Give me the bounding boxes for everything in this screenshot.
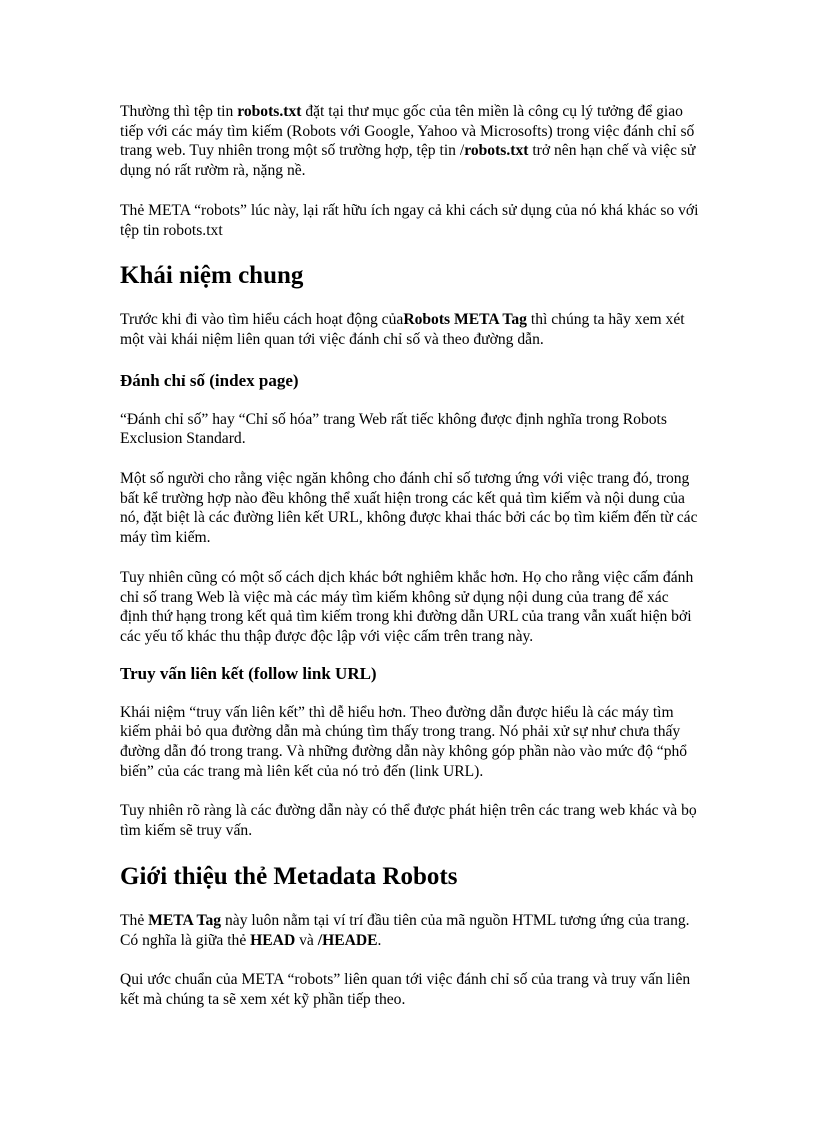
text-run: thì chúng ta hãy xem xét một vài khái niệm liên quan tới việc đánh chỉ số và theo đường dẫn.: [120, 311, 685, 348]
text-run: và: [295, 931, 318, 949]
text-run: trở nên hạn chế và việc sử dụng nó rất rườm rà, nặng nề.: [120, 142, 696, 180]
bold-text-heade: /HEADE: [317, 931, 378, 949]
paragraph-meta-robots: Thẻ META “robots” lúc này, lại rất hữu ích ngay cả khi cách sử dụng của nó khá khác so với tệp tin robots.txt: [120, 201, 699, 239]
text-run: Thường thì tệp tin: [120, 103, 238, 120]
bold-text-robots-txt: robots.txt: [464, 142, 529, 160]
heading-gioi-thieu-metadata-robots: Giới thiệu thẻ Metadata Robots: [120, 862, 458, 890]
paragraph-index-lenient: Tuy nhiên cũng có một số cách dịch khác bớt nghiêm khắc hơn. Họ cho rằng việc cấm đánh chỉ số trang Web là việc mà các máy tìm kiếm không sử dụng nội dung của trang để xác định thứ hạng trong kết quả tìm kiếm trong khi đường dẫn URL của trang vẫn xuất hiện bởi các yếu tố khác thu thập được độc lập với việc cấm trên trang này.: [120, 568, 694, 645]
text-run: Thẻ: [120, 911, 149, 929]
paragraph-intro-robots-txt: [120, 102, 700, 181]
text-run: này luôn nằm tại ví trí đầu tiên của mã nguồn HTML tương ứng của trang. Có nghĩa là giữa thẻ: [120, 911, 690, 949]
document-body: [120, 102, 700, 1010]
bold-text-robots-meta-tag: Robots META Tag: [403, 311, 527, 329]
heading-follow-link: Truy vấn liên kết (follow link URL): [120, 663, 377, 683]
paragraph-follow-note: Tuy nhiên rõ ràng là các đường dẫn này có thể được phát hiện trên các trang web khác và bọ tìm kiếm sẽ truy vấn.: [120, 802, 697, 840]
text-run: .: [377, 931, 382, 949]
bold-text-meta-tag: META Tag: [148, 911, 222, 929]
text-run: đặt tại thư mục gốc của tên miền là công cụ lý tưởng để giao tiếp với các máy tìm kiếm (Robots với Google, Yahoo và Microsofts) trong việc đánh chỉ số trang web. Tuy nhiên trong một số trường hợp, tệp tin /: [120, 103, 695, 160]
paragraph-meta-tag-location: [120, 911, 700, 950]
bold-text-head: HEAD: [250, 931, 296, 949]
paragraph-meta-robots-convention: Qui ước chuẩn của META “robots” liên quan tới việc đánh chỉ số của trang và truy vấn liên kết mà chúng ta sẽ xem xét kỹ phần tiếp theo.: [120, 971, 691, 1008]
heading-khai-niem-chung: Khái niệm chung: [120, 262, 304, 290]
bold-text-robots-txt: robots.txt: [237, 103, 302, 120]
heading-index-page: Đánh chỉ số (index page): [120, 370, 299, 390]
paragraph-follow-definition: Khái niệm “truy vấn liên kết” thì dễ hiểu hơn. Theo đường dẫn được hiểu là các máy tìm kiếm phải bỏ qua đường dẫn mà chúng tìm thấy trong trang. Nó phải xử sự như chưa thấy đường dẫn đó trong trang. Và những đường dẫn này không góp phần nào vào mức độ “phổ biến” của các trang mà liên kết của nó trỏ đến (link URL).: [120, 703, 688, 780]
paragraph-concepts-intro: [120, 310, 700, 349]
paragraph-index-definition: “Đánh chỉ số” hay “Chỉ số hóa” trang Web rất tiếc không được định nghĩa trong Robots Exclusion Standard.: [120, 410, 667, 448]
paragraph-index-strict: Một số người cho rằng việc ngăn không cho đánh chỉ số tương ứng với việc trang đó, trong bất kể trường hợp nào đều không thể xuất hiện trong các kết quả tìm kiếm và nội dung của nó, đặt biệt là các đường liên kết URL, không được khai thác bởi các bọ tìm kiếm đến từ các máy tìm kiếm.: [120, 470, 698, 547]
text-run: Trước khi đi vào tìm hiểu cách hoạt động của: [120, 311, 404, 329]
